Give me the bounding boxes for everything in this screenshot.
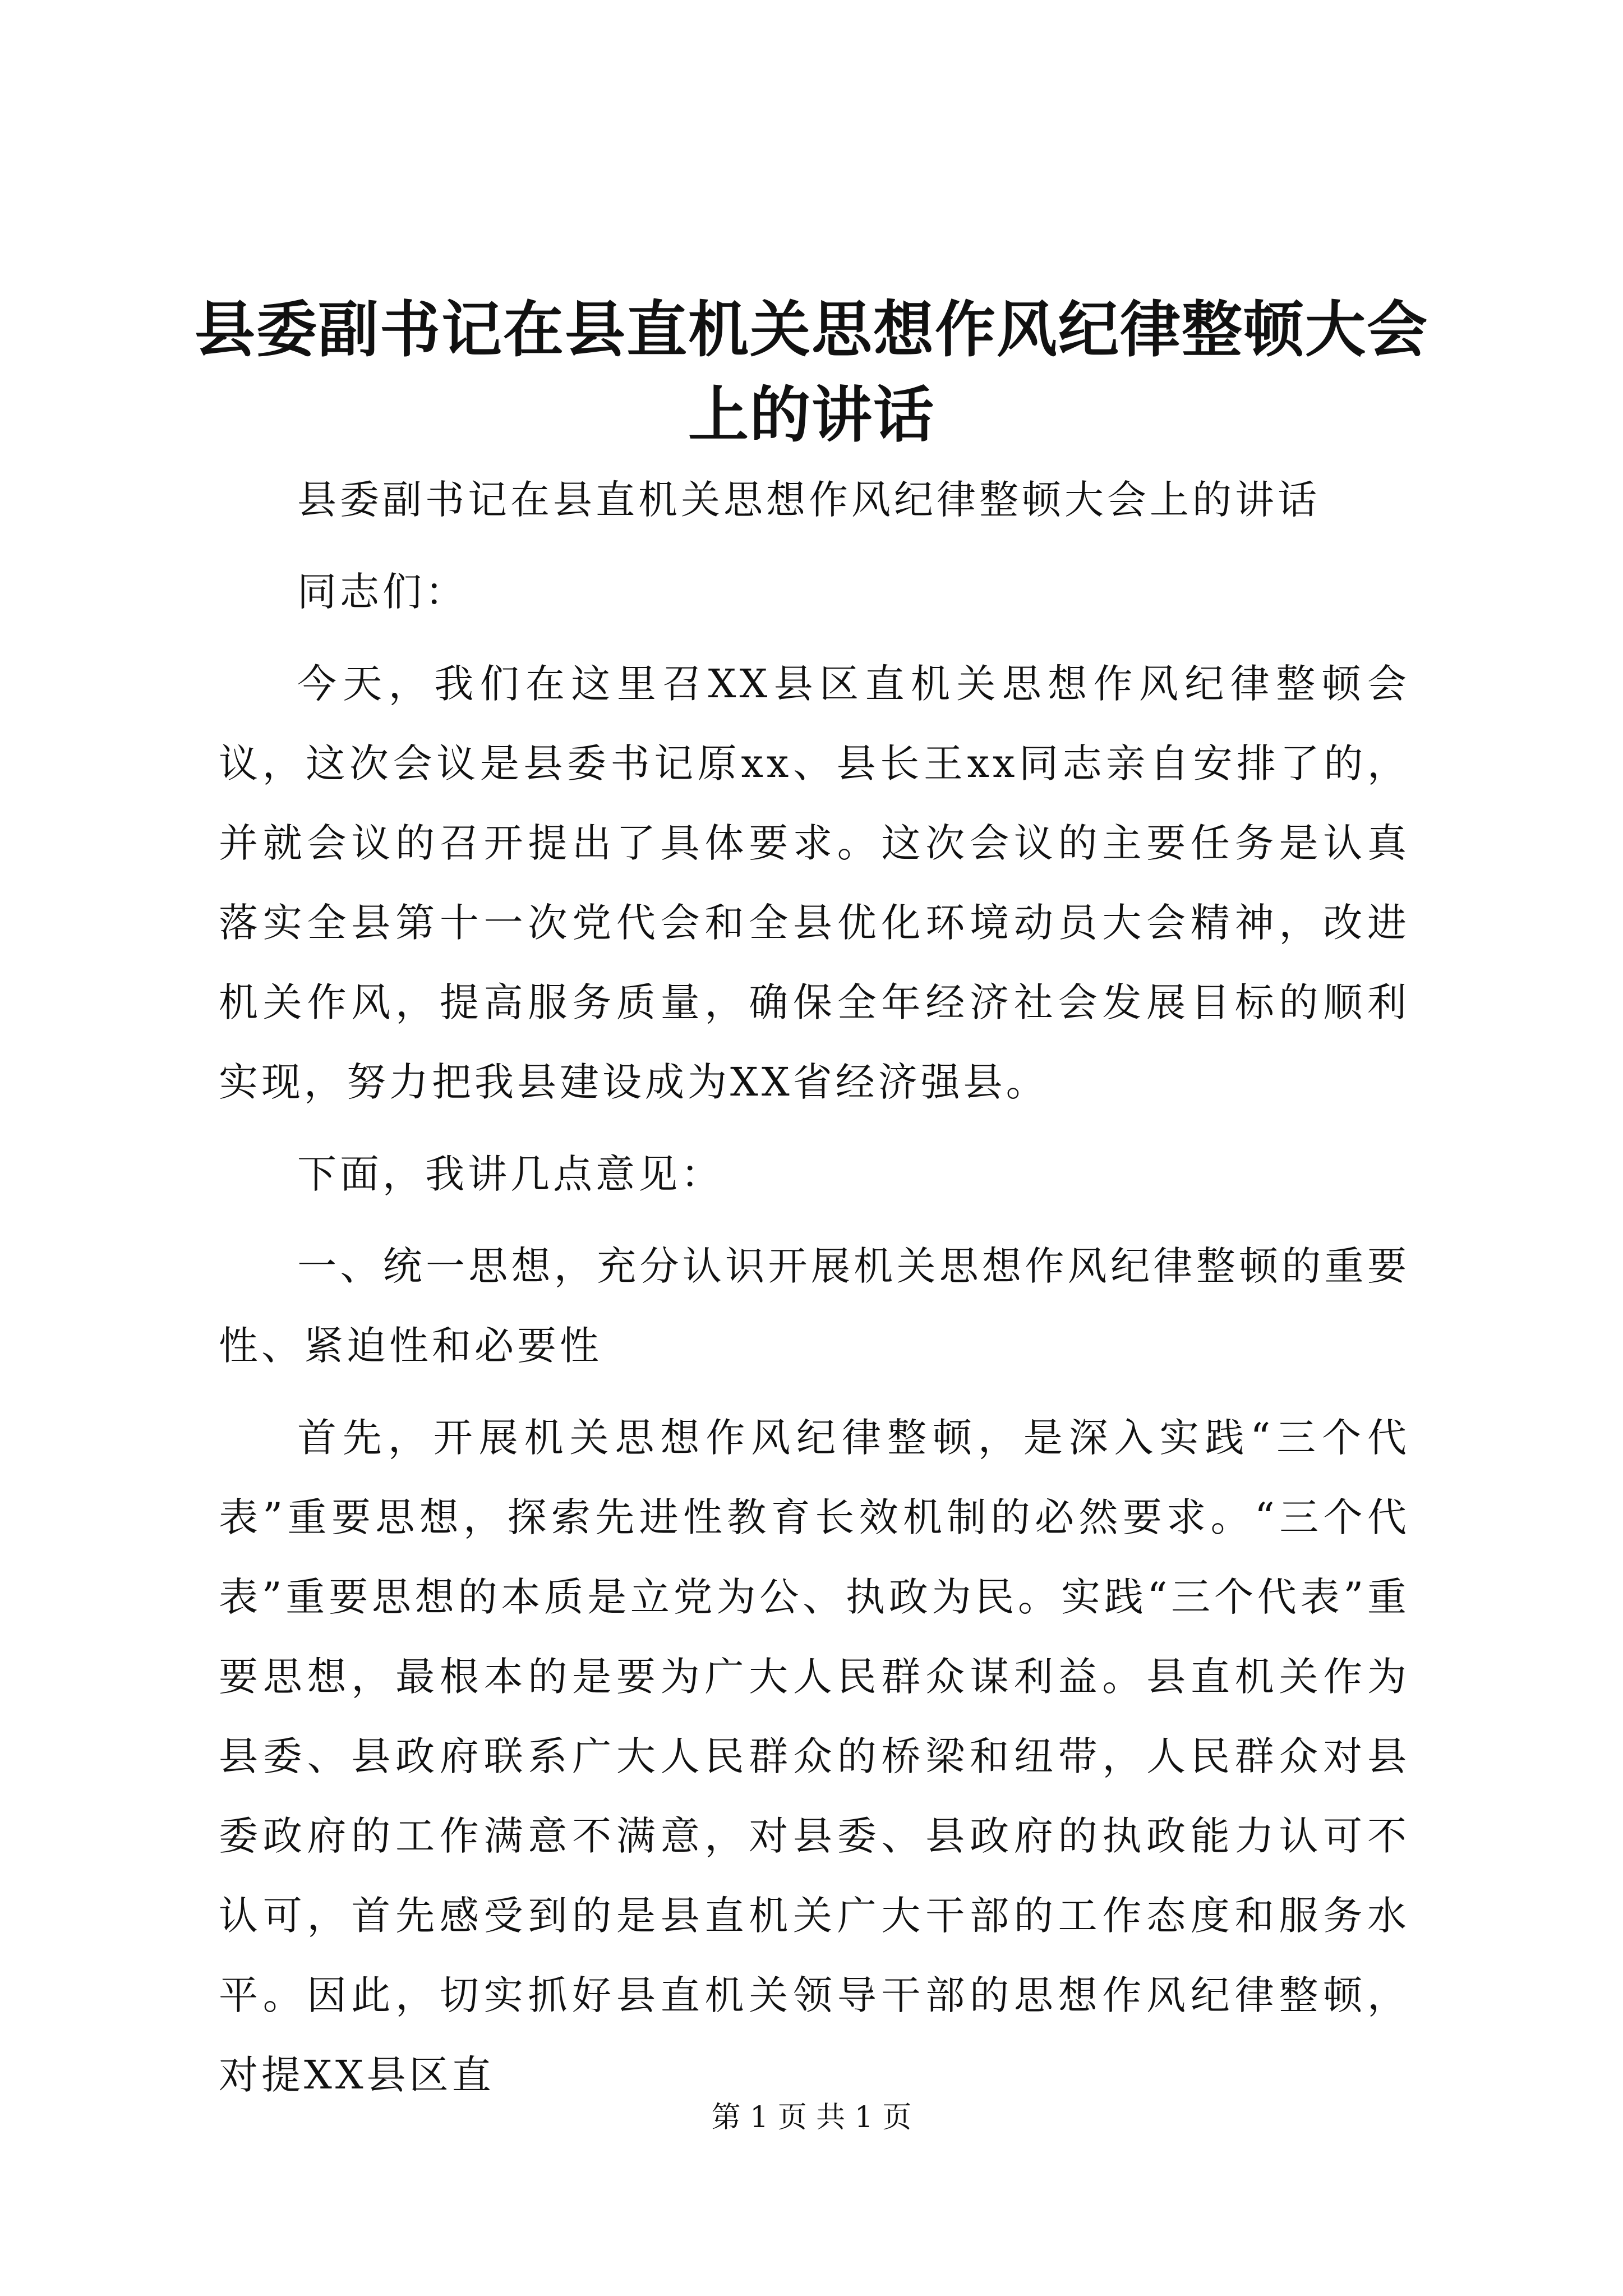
document-title: 县委副书记在县直机关思想作风纪律整顿大会上的讲话 (194, 295, 1428, 450)
page-number-label: 第 1 页 共 1 页 (711, 2101, 912, 2134)
section-heading-1: 一、统一思想，充分认识开展机关思想作风纪律整顿的重要性、紧迫性和必要性 (219, 1243, 1410, 1369)
paragraph-first-point: 首先，开展机关思想作风纪律整顿，是深入实践“三个代表”重要思想，探索先进性教育长效机制的必然要求。“三个代表”重要思想的本质是立党为公、执政为民。实践“三个代表”重要思想，最根本的是要为广大人民群众谋利益。县直机关作为县委、县政府联系广大人民群众的桥梁和纽带，人民群众对县委政府的工作满意不满意，对县委、县政府的执政能力认可不认可，首先感受到的是县直机关广大干部的工作态度和服务水平。因此，切实抓好县直机关领导干部的思想作风纪律整顿，对提XX县区直 (219, 1415, 1410, 2098)
document-body (219, 460, 1410, 2127)
paragraph-subtitle: 县委副书记在县直机关思想作风纪律整顿大会上的讲话 (297, 477, 1320, 523)
paragraph-intro: 今天，我们在这里召XX县区直机关思想作风纪律整顿会议，这次会议是县委书记原xx、县长王xx同志亲自安排了的，并就会议的召开提出了具体要求。这次会议的主要任务是认真落实全县第十一次党代会和全县优化环境动员大会精神，改进机关作风，提高服务质量，确保全年经济社会发展目标的顺利实现，努力把我县建设成为XX省经济强县。 (219, 661, 1410, 1105)
paragraph-salutation: 同志们： (297, 569, 468, 615)
page-footer (0, 2095, 1623, 2140)
paragraph-transition: 下面，我讲几点意见： (297, 1151, 723, 1197)
